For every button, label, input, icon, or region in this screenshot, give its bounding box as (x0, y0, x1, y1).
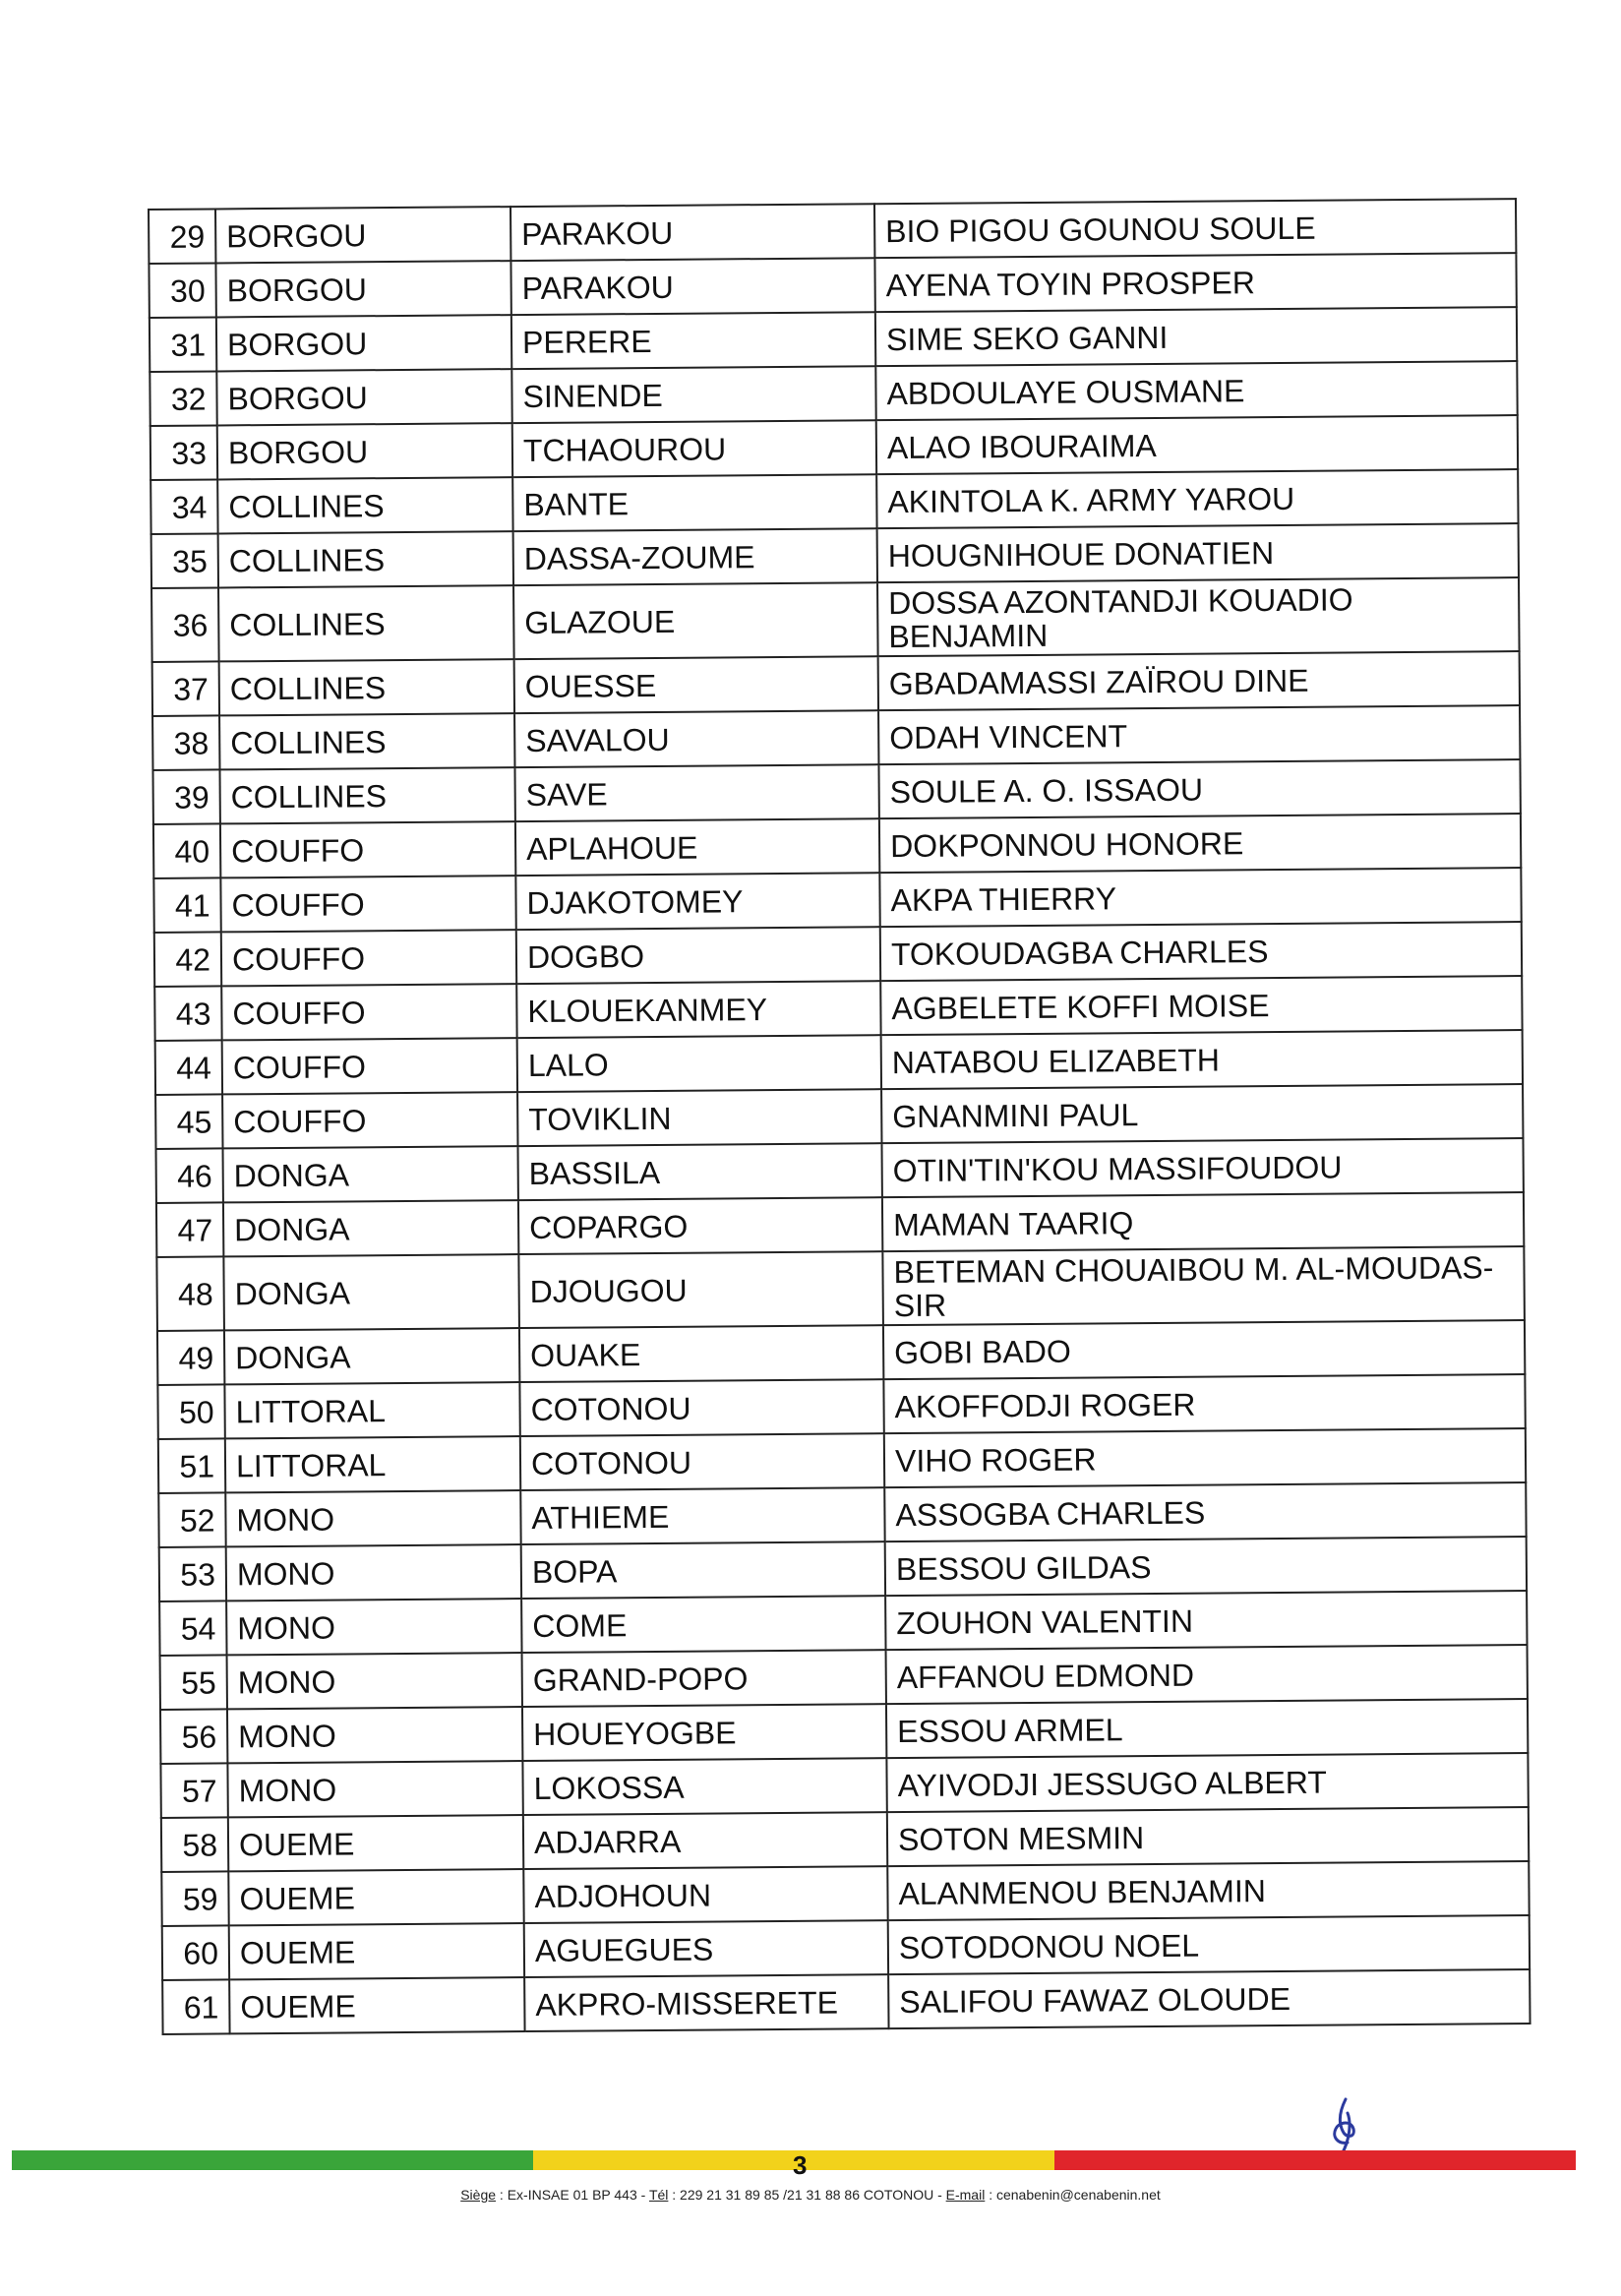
commune-cell: SINENDE (511, 366, 875, 423)
row-number: 58 (161, 1817, 228, 1872)
commune-cell: AGUEGUES (524, 1920, 888, 1977)
commune-cell: DJOUGOU (518, 1251, 883, 1328)
department-cell: DONGA (223, 1254, 519, 1330)
row-number: 37 (152, 661, 219, 716)
department-cell: COLLINES (219, 659, 514, 715)
phone-text: : 229 21 31 89 85 /21 31 88 86 COTONOU - (668, 2187, 946, 2203)
commune-cell: ADJARRA (523, 1812, 887, 1869)
row-number: 33 (150, 425, 217, 480)
department-cell: COLLINES (218, 531, 513, 587)
department-cell: COLLINES (219, 713, 514, 769)
email-label: E-mail (945, 2187, 986, 2203)
commune-cell: GRAND-POPO (522, 1650, 886, 1707)
row-number: 54 (159, 1601, 226, 1656)
row-number: 48 (156, 1256, 224, 1331)
department-cell: DONGA (223, 1200, 518, 1256)
name-cell: MAMAN TAARIQ (882, 1192, 1524, 1251)
commune-cell: HOUEYOGBE (522, 1704, 886, 1761)
name-cell: DOSSA AZONTANDJI KOUADIO BENJAMIN (877, 577, 1520, 656)
table-row (156, 1246, 1525, 1331)
name-cell: OTIN'TIN'KOU MASSIFOUDOU (881, 1138, 1523, 1197)
commune-cell: LOKOSSA (522, 1758, 886, 1815)
name-cell: ZOUHON VALENTIN (885, 1591, 1527, 1650)
row-number: 61 (162, 1979, 229, 2034)
row-number: 29 (149, 209, 215, 264)
flag-red-segment (1054, 2150, 1576, 2170)
department-cell: OUEME (229, 1977, 524, 2033)
department-cell: LITTORAL (225, 1436, 520, 1492)
email-text: : cenabenin@cenabenin.net (985, 2187, 1161, 2203)
commune-cell: GLAZOUE (513, 582, 878, 659)
name-cell: ODAH VINCENT (878, 705, 1520, 764)
department-cell: COUFFO (220, 821, 515, 877)
commune-cell: COTONOU (520, 1433, 884, 1490)
commune-cell: KLOUEKANMEY (516, 981, 880, 1038)
name-cell: SOULE A. O. ISSAOU (878, 759, 1520, 818)
commune-cell: BOPA (521, 1541, 885, 1599)
row-number: 45 (155, 1094, 222, 1149)
commune-cell: COPARGO (518, 1197, 882, 1254)
name-cell: SALIFOU FAWAZ OLOUDE (888, 1969, 1530, 2028)
department-cell: BORGOU (215, 207, 510, 263)
commune-cell: DJAKOTOMEY (515, 873, 879, 930)
commune-cell: TCHAOUROU (512, 420, 876, 477)
name-cell: NATABOU ELIZABETH (881, 1030, 1523, 1089)
row-number: 38 (152, 715, 219, 770)
name-cell: SOTODONOU NOEL (888, 1915, 1530, 1974)
name-cell: GBADAMASSI ZAÏROU DINE (878, 651, 1520, 710)
department-cell: OUEME (229, 1923, 524, 1979)
row-number: 44 (155, 1040, 222, 1095)
name-cell: ESSOU ARMEL (886, 1699, 1528, 1758)
commune-cell: TOVIKLIN (517, 1089, 881, 1146)
row-number: 53 (159, 1546, 226, 1601)
commune-cell: COME (521, 1596, 885, 1653)
name-cell: AYENA TOYIN PROSPER (874, 253, 1516, 312)
department-cell: OUEME (228, 1815, 523, 1871)
table-row (151, 577, 1520, 662)
address-text: : Ex-INSAE 01 BP 443 - (496, 2187, 649, 2203)
commune-cell: AKPRO-MISSERETE (524, 1974, 888, 2031)
name-cell: VIHO ROGER (884, 1428, 1526, 1487)
row-number: 60 (162, 1925, 229, 1980)
commune-cell: PARAKOU (510, 258, 874, 315)
name-cell: GOBI BADO (883, 1320, 1525, 1379)
row-number: 57 (160, 1763, 227, 1818)
department-cell: COLLINES (218, 585, 514, 661)
name-cell: AKINTOLA K. ARMY YAROU (876, 469, 1518, 528)
name-cell: AFFANOU EDMOND (886, 1645, 1528, 1704)
commune-cell: OUAKE (519, 1325, 883, 1382)
row-number: 34 (150, 479, 217, 534)
row-number: 46 (156, 1148, 223, 1203)
commune-cell: APLAHOUE (515, 818, 879, 876)
row-number: 36 (151, 587, 219, 662)
commune-cell: COTONOU (519, 1379, 883, 1436)
department-cell: MONO (225, 1490, 520, 1546)
department-cell: BORGOU (216, 369, 511, 425)
row-number: 49 (157, 1330, 224, 1385)
department-cell: COLLINES (219, 767, 514, 823)
row-number: 43 (154, 986, 221, 1041)
row-number: 35 (151, 533, 218, 588)
page-number: 3 (793, 2150, 808, 2180)
name-cell: AKOFFODJI ROGER (883, 1374, 1525, 1433)
roster-table (148, 198, 1531, 2035)
siege-label: Siège (460, 2187, 497, 2203)
row-number: 50 (157, 1384, 224, 1439)
commune-cell: BASSILA (517, 1143, 881, 1200)
department-cell: BORGOU (217, 423, 512, 479)
department-cell: MONO (227, 1707, 522, 1763)
commune-cell: BANTE (512, 474, 876, 531)
commune-cell: SAVE (514, 764, 878, 821)
table-row (162, 1969, 1530, 2034)
commune-cell: DASSA-ZOUME (513, 528, 877, 585)
row-number: 31 (150, 317, 216, 372)
name-cell: ALANMENOU BENJAMIN (887, 1861, 1529, 1920)
row-number: 39 (152, 769, 219, 824)
name-cell: AGBELETE KOFFI MOISE (880, 976, 1522, 1035)
commune-cell: PARAKOU (510, 204, 874, 261)
name-cell: AKPA THIERRY (879, 868, 1521, 927)
department-cell: COLLINES (217, 477, 512, 533)
name-cell: TOKOUDAGBA CHARLES (880, 922, 1522, 981)
department-cell: COUFFO (221, 930, 516, 986)
row-number: 42 (154, 932, 221, 987)
footer-address (0, 2187, 1621, 2203)
name-cell: GNANMINI PAUL (881, 1084, 1523, 1143)
row-number: 30 (149, 263, 215, 318)
department-cell: OUEME (228, 1869, 523, 1925)
department-cell: COUFFO (220, 876, 515, 932)
department-cell: LITTORAL (224, 1382, 519, 1438)
department-cell: COUFFO (221, 984, 516, 1040)
name-cell: ASSOGBA CHARLES (884, 1482, 1526, 1541)
name-cell: BIO PIGOU GOUNOU SOULE (874, 199, 1516, 258)
department-cell: MONO (226, 1544, 521, 1601)
row-number: 52 (158, 1492, 225, 1547)
department-cell: MONO (227, 1761, 522, 1817)
commune-cell: OUESSE (514, 656, 878, 713)
department-cell: DONGA (223, 1146, 518, 1202)
name-cell: SOTON MESMIN (887, 1807, 1529, 1866)
name-cell: BETEMAN CHOUAIBOU M. AL-MOUDAS-SIR (882, 1246, 1525, 1325)
department-cell: BORGOU (216, 315, 511, 371)
department-cell: MONO (226, 1599, 521, 1655)
row-number: 40 (153, 823, 220, 878)
name-cell: DOKPONNOU HONORE (879, 814, 1521, 873)
row-number: 32 (150, 371, 216, 426)
department-cell: COUFFO (222, 1092, 517, 1148)
row-number: 47 (156, 1202, 223, 1257)
roster-body (149, 199, 1531, 2034)
commune-cell: LALO (517, 1035, 881, 1092)
name-cell: ABDOULAYE OUSMANE (875, 361, 1517, 420)
name-cell: ALAO IBOURAIMA (876, 415, 1518, 474)
department-cell: DONGA (224, 1328, 519, 1384)
row-number: 56 (160, 1709, 227, 1764)
commune-cell: ADJOHOUN (523, 1866, 887, 1923)
row-number: 51 (158, 1438, 225, 1493)
department-cell: COUFFO (222, 1038, 517, 1094)
tel-label: Tél (648, 2187, 669, 2203)
row-number: 59 (161, 1871, 228, 1926)
commune-cell: PERERE (511, 312, 875, 369)
row-number: 41 (153, 877, 220, 933)
commune-cell: SAVALOU (514, 710, 878, 767)
name-cell: AYIVODJI JESSUGO ALBERT (886, 1753, 1528, 1812)
commune-cell: DOGBO (516, 927, 880, 984)
flag-green-segment (12, 2150, 533, 2170)
row-number: 55 (160, 1655, 227, 1710)
name-cell: SIME SEKO GANNI (875, 307, 1517, 366)
department-cell: MONO (227, 1653, 522, 1709)
commune-cell: ATHIEME (520, 1487, 884, 1544)
department-cell: BORGOU (215, 261, 510, 317)
name-cell: BESSOU GILDAS (885, 1537, 1527, 1596)
name-cell: HOUGNIHOUE DONATIEN (877, 523, 1519, 582)
